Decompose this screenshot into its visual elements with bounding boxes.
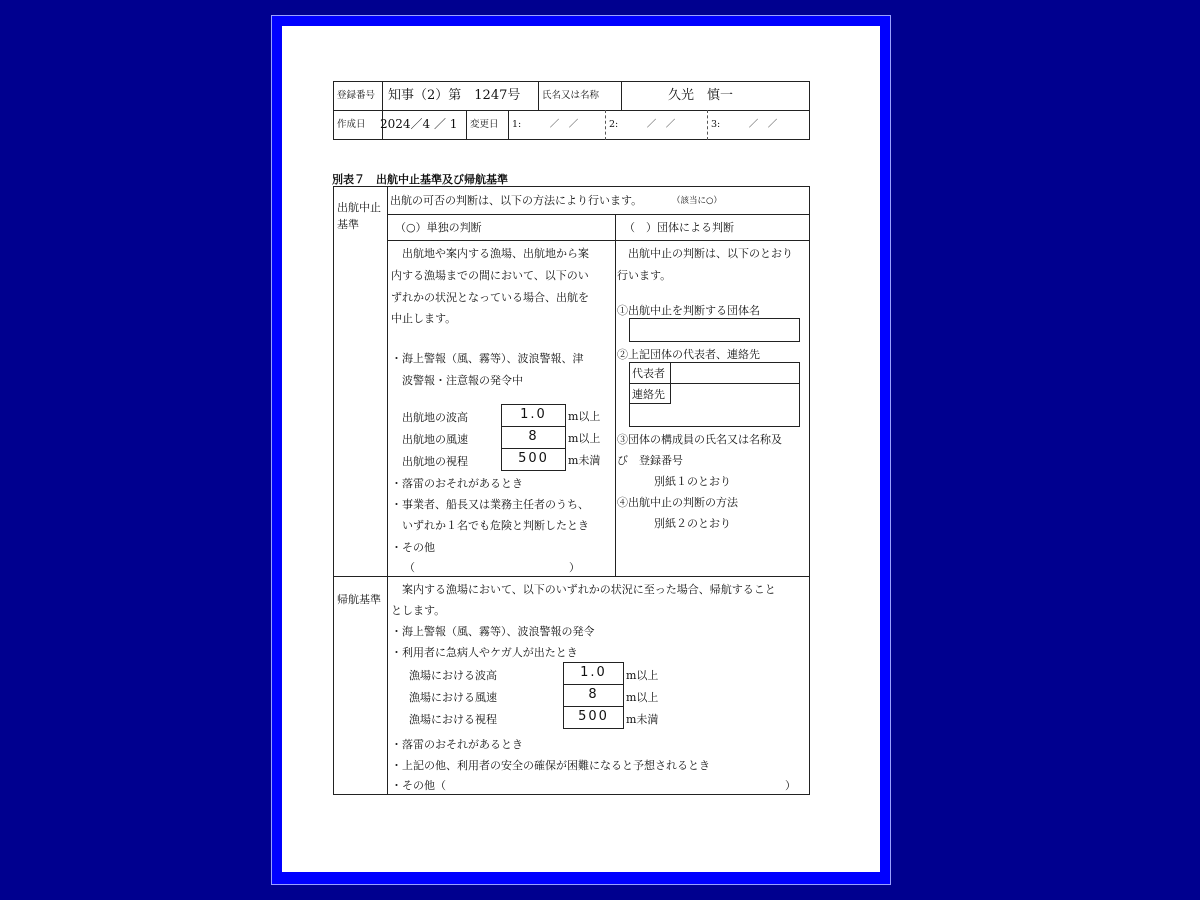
appendix-1: 別紙１のとおり [654,475,731,488]
divider [333,110,810,111]
divider [538,81,539,110]
divider [387,214,810,215]
group-item-3-line: び 登録番号 [617,454,683,467]
stop-label-line1: 出航中止 [337,201,381,214]
blue-frame [271,15,891,885]
other-bullet: ・その他 [391,541,435,554]
created-label: 作成日 [337,119,366,130]
change-date-2: 2: ／ ／ [609,119,676,130]
group-item-3-line: ③団体の構成員の氏名又は名称及 [617,433,782,446]
name-label: 氏名又は名称 [542,90,600,101]
return-wind-value: 8 [563,684,624,707]
operator-bullet-line: いずれか１名でも危険と判断したとき [391,519,589,532]
visibility-value: 500 [501,448,566,471]
return-other-bullet: ・その他（ [391,779,446,792]
visibility-unit: m未満 [568,454,601,467]
group-judgment-header: （ ）団体による判断 [624,221,734,234]
return-wave-label: 漁場における波高 [409,669,497,682]
single-para-line: 内する漁場までの間において、以下のい [391,269,589,282]
name-value: 久光 慎一 [668,88,734,103]
group-item-2: ②上記団体の代表者、連絡先 [617,348,760,361]
stop-label-line2: 基準 [337,218,359,231]
group-item-4: ④出航中止の判断の方法 [617,496,738,509]
group-para-line: 出航中止の判断は、以下のとおり [617,247,793,260]
return-visibility-unit: m未満 [626,713,659,726]
appendix-2: 別紙２のとおり [654,517,731,530]
divider [621,81,622,110]
return-wave-unit: m以上 [626,669,659,682]
return-para-line: 案内する漁場において、以下のいずれかの状況に至った場合、帰航すること [391,583,776,596]
divider [382,81,383,140]
warning-bullet-line: ・海上警報（風、霧等）、波浪警報、津 [391,352,584,365]
single-para-line: 出航地や案内する漁場、出航地から案 [391,247,589,260]
return-visibility-label: 漁場における視程 [409,713,497,726]
divider [605,110,606,140]
return-thunder-bullet: ・落雷のおそれがあるとき [391,738,523,751]
divider [671,383,800,384]
return-para-line: とします。 [391,604,446,617]
wind-speed-unit: m以上 [568,432,601,445]
wave-height-unit: m以上 [568,410,601,423]
label-column-divider [387,186,388,795]
divider [707,110,708,140]
thunder-bullet: ・落雷のおそれがあるとき [391,477,523,490]
other-paren: （ ） [404,561,580,574]
change-date-3: 3: ／ ／ [711,119,778,130]
return-wave-value: 1.0 [563,662,624,685]
return-visibility-value: 500 [563,706,624,729]
return-patient-bullet: ・利用者に急病人やケガ人が出たとき [391,646,578,659]
return-other-close: ） [785,779,796,792]
operator-bullet-line: ・事業者、船長又は業務主任者のうち、 [391,498,589,511]
return-wind-unit: m以上 [626,691,659,704]
reg-value: 知事（2）第 1247号 [388,88,521,103]
change-date-1: 1: ／ ／ [512,119,579,130]
wind-speed-value: 8 [501,426,566,449]
visibility-label: 出航地の視程 [402,455,468,468]
section-divider [333,576,810,577]
divider [466,110,467,140]
rep-label: 代表者 [632,367,665,380]
return-wind-label: 漁場における風速 [409,691,497,704]
single-para-line: 中止します。 [391,312,457,325]
option-column-divider [615,214,616,576]
return-safety-bullet: ・上記の他、利用者の安全の確保が困難になると予想されるとき [391,759,710,772]
wave-height-label: 出航地の波高 [402,411,468,424]
return-warning-bullet: ・海上警報（風、霧等）、波浪警報の発令 [391,625,595,638]
return-label: 帰航基準 [337,593,381,606]
changed-label: 変更日 [470,119,499,130]
stop-intro: 出航の可否の判断は、以下の方法により行います。 [390,194,643,207]
group-name-field[interactable] [629,318,800,342]
wave-height-value: 1.0 [501,404,566,427]
stop-intro-note: （該当に○） [672,196,722,206]
divider [387,240,810,241]
single-para-line: ずれかの状況となっている場合、出航を [391,291,589,304]
section-title: 別表７ 出航中止基準及び帰航基準 [332,173,508,186]
reg-label: 登録番号 [337,90,376,101]
single-judgment-header: （○）単独の判断 [395,221,482,234]
created-value: 2024／4 ／ 1 [380,117,458,131]
wind-speed-label: 出航地の風速 [402,433,468,446]
group-para-line: 行います。 [617,269,672,282]
group-item-1: ①出航中止を判断する団体名 [617,304,760,317]
warning-bullet-line: 波警報・注意報の発令中 [391,374,523,387]
contact-label: 連絡先 [632,388,665,401]
document-page [282,26,880,872]
divider [508,110,509,140]
